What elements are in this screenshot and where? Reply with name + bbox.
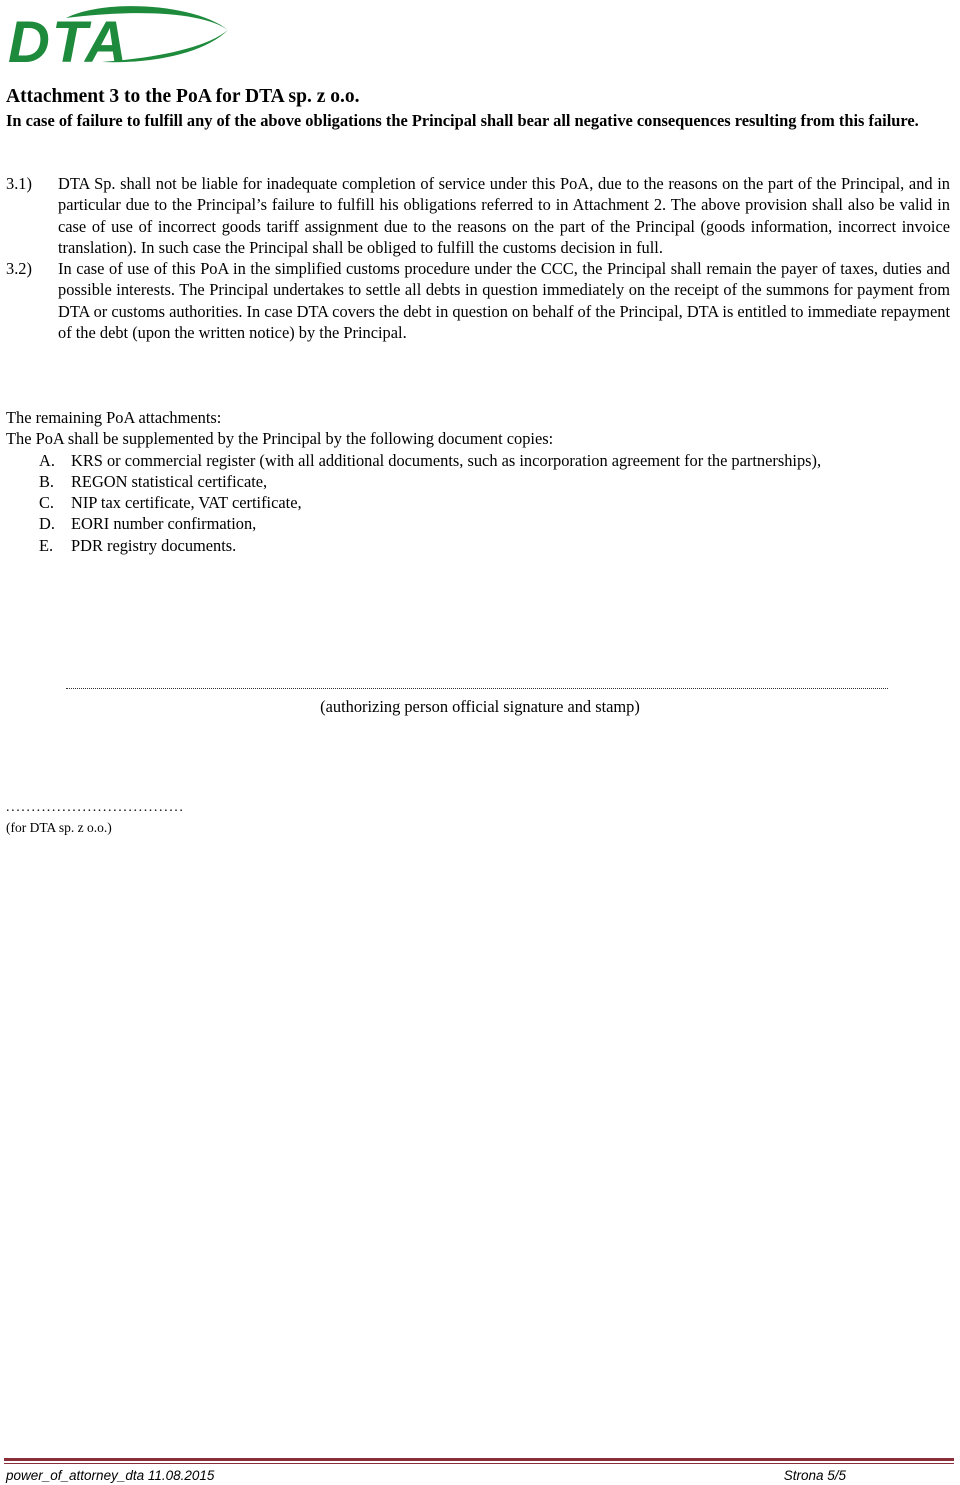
clause-number: 3.1) bbox=[6, 174, 32, 193]
list-item-text: REGON statistical certificate, bbox=[71, 471, 268, 491]
list-item-text: KRS or commercial register (with all additional documents, such as incorporation agreement for the partnerships), bbox=[71, 450, 822, 470]
attachments-section bbox=[6, 407, 950, 556]
clause-3-2 bbox=[6, 258, 950, 343]
list-item-text: EORI number confirmation, bbox=[71, 514, 257, 534]
list-item-letter: C. bbox=[39, 493, 55, 513]
list-item bbox=[39, 513, 950, 534]
signature-line bbox=[66, 688, 888, 689]
clauses-section bbox=[6, 173, 950, 343]
attachments-intro: The PoA shall be supplemented by the Principal by the following document copies: bbox=[6, 429, 554, 449]
clause-text: In case of use of this PoA in the simplified customs procedure under the CCC, the Principal shall remain the payer of taxes, duties and possible interests. The Principal undertakes to settle all debts in question immediately on the receipt of the summons for payment from DTA or customs authorities. In case DTA covers the debt in question on behalf of the Principal, DTA is entitled to immediate repayment of the debt (upon the written notice) by the Principal. bbox=[58, 259, 950, 343]
footer-document-name: power_of_attorney_dta 11.08.2015 bbox=[6, 1468, 215, 1483]
company-signature-line: ................................... bbox=[6, 800, 185, 815]
footer-rule bbox=[4, 1458, 954, 1461]
svg-text:DTA: DTA bbox=[8, 10, 129, 68]
footer-page-number: Strona 5/5 bbox=[783, 1468, 846, 1483]
footer-rule bbox=[4, 1463, 954, 1464]
list-item bbox=[39, 492, 950, 513]
lead-paragraph: In case of failure to fulfill any of the above obligations the Principal shall bear all negative consequences resulting from this failure. bbox=[6, 111, 919, 130]
list-item bbox=[39, 450, 950, 471]
clause-number: 3.2) bbox=[6, 259, 32, 279]
list-item-letter: D. bbox=[39, 514, 55, 534]
dta-logo bbox=[6, 4, 230, 68]
list-item-letter: A. bbox=[39, 450, 55, 470]
clause-text: DTA Sp. shall not be liable for inadequate completion of service under this PoA, due to the reasons on the part of the Principal, and in particular due to the Principal’s failure to fulfill his obligations referred to in Attachment 2. The above provision shall also be valid in case of use of incorrect goods tariff assignment due to the reasons on the part of the Principal (goods information, incorrect invoice translation). In such case the Principal shall be obliged to fulfill the customs decision in full. bbox=[58, 174, 950, 257]
list-item-letter: E. bbox=[39, 535, 54, 555]
company-signature-caption: (for DTA sp. z o.o.) bbox=[6, 820, 112, 835]
attachments-list bbox=[6, 450, 950, 556]
clause-3-1 bbox=[6, 173, 950, 258]
signature-caption: (authorizing person official signature and stamp) bbox=[320, 697, 640, 716]
attachments-heading: The remaining PoA attachments: bbox=[6, 408, 222, 427]
list-item bbox=[39, 535, 950, 556]
list-item-text: PDR registry documents. bbox=[71, 535, 237, 555]
list-item-text: NIP tax certificate, VAT certificate, bbox=[71, 493, 302, 513]
page-title: Attachment 3 to the PoA for DTA sp. z o.o. bbox=[6, 86, 360, 107]
list-item bbox=[39, 471, 950, 492]
list-item-letter: B. bbox=[39, 471, 55, 491]
